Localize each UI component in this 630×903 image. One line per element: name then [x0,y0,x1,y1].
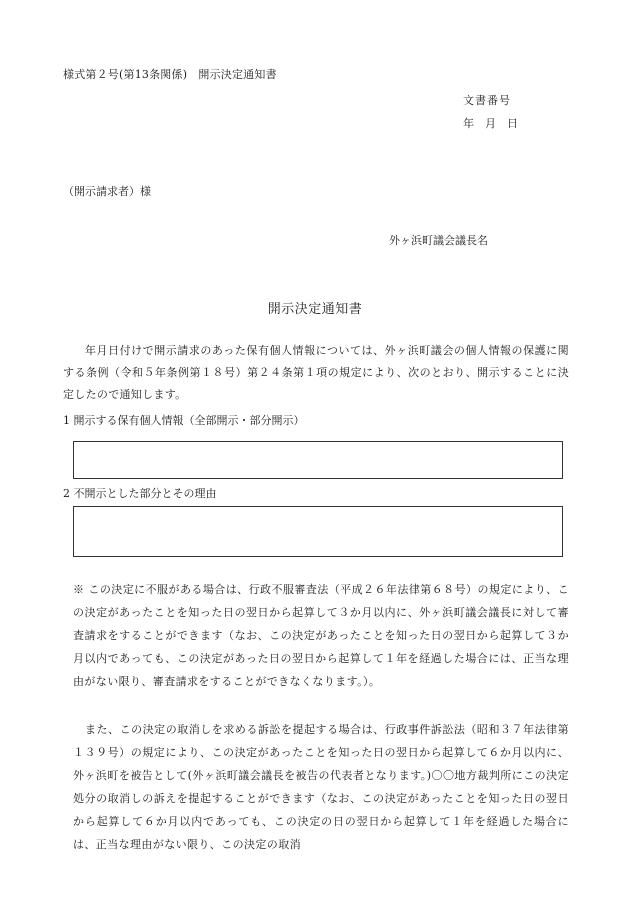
lawsuit-note: また、この決定の取消しを求める訴訟を提起する場合は、行政事件訴訟法（昭和３７年法律第１３９号）の規定により、この決定があったことを知った日の翌日から起算して６か月以内に、外ヶ浜町を被告として(外ヶ浜町議会議長を被告の代表者となります。)〇〇地方裁判所にこの決定処分の取消しの訴えを提起することができます（なお、この決定があったことを知った日の翌日から起算して６か月以内であっても、この決定の日の翌日から起算して１年を経過した場合には、正当な理由がない限り、この決定の取消 [73,723,569,851]
section-2-label: 2 不開示とした部分とその理由 [63,487,217,500]
main-paragraph: 年月日付けで開示請求のあった保有個人情報については、外ヶ浜町議会の個人情報の保護に関する条例（令和５年条例第１８号）第２４条第１項の規定により、次のとおり、開示することに決定したので通知します。 [63,344,569,401]
section-2-box [73,506,563,557]
document-number: 文書番号 [463,94,511,107]
section-1-label: 1 開示する保有個人情報（全部開示・部分開示） [63,414,305,427]
section-1-box [73,441,563,479]
date-line: 年 月 日 [463,117,518,130]
recipient: （開示請求者）様 [63,185,151,198]
sender: 外ヶ浜町議会議長名 [389,234,488,247]
appeal-note: ※ この決定に不服がある場合は、行政不服審査法（平成２６年法律第６８号）の規定により、この決定があったことを知った日の翌日から起算して３か月以内に、外ヶ浜町議会議長に対して審査請求をすることができます（なお、この決定があったことを知った日の翌日から起算して３か月以内であっても、この決定があった日の翌日から起算して１年を経過した場合には、正当な理由がない限り、審査請求をすることができなくなります。）。 [73,583,569,688]
document-title: 開示決定通知書 [267,302,363,317]
form-label: 様式第２号(第13条関係) 開示決定通知書 [63,68,277,81]
